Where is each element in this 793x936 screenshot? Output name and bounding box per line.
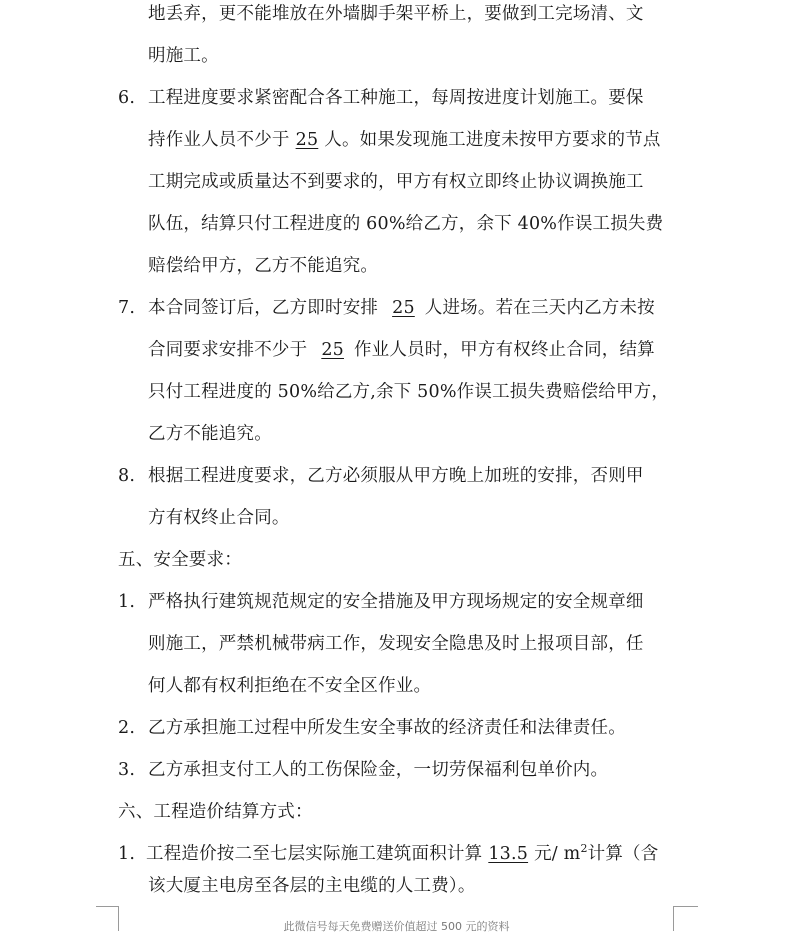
list-number: 3. — [118, 760, 136, 780]
text-segment: 持作业人员不少于 — [148, 130, 290, 150]
text-segment: 工程造价按二至七层实际施工建筑面积计算 — [146, 844, 483, 864]
list-item-text: 只付工程进度的 50%给乙方,余下 50%作误工损失费赔偿给甲方， — [148, 382, 670, 402]
text-segment: 合同要求安排不少于 — [148, 340, 308, 360]
list-number: 2. — [118, 718, 136, 738]
list-item-text: 则施工，严禁机械带病工作，发现安全隐患及时上报项目部，任 — [148, 634, 644, 654]
list-number: 7. — [118, 298, 136, 318]
list-item-text: 乙方不能追究。 — [148, 424, 272, 444]
text-segment: 作业人员时，甲方有权终止合同，结算 — [353, 340, 655, 360]
underlined-value: 25 — [321, 340, 344, 360]
list-number: 1. — [118, 844, 136, 864]
list-item-text: 工程进度要求紧密配合各工种施工，每周按进度计划施工。要保 — [148, 88, 644, 108]
list-item-text: 根据工程进度要求，乙方必须服从甲方晚上加班的安排，否则甲 — [148, 466, 644, 486]
list-item-text: 何人都有权利拒绝在不安全区作业。 — [148, 676, 432, 696]
list-item-text: 队伍，结算只付工程进度的 60%给乙方，余下 40%作误工损失费 — [148, 214, 664, 234]
list-item-text: 方有权终止合同。 — [148, 508, 290, 528]
section-heading: 五、安全要求： — [118, 550, 242, 570]
text-segment: 本合同签订后，乙方即时安排 — [148, 298, 379, 318]
list-item-text — [146, 842, 658, 866]
list-item-text — [148, 128, 661, 152]
list-item-text: 该大厦主电房至各层的主电缆的人工费）。 — [148, 876, 476, 896]
text-segment: 元/ m — [534, 844, 581, 864]
list-item-text — [148, 338, 655, 362]
paragraph-line: 明施工。 — [148, 46, 219, 66]
underlined-value: 25 — [392, 298, 415, 318]
list-item-text: 赔偿给甲方，乙方不能追究。 — [148, 256, 379, 276]
list-item-text: 乙方承担支付工人的工伤保险金，一切劳保福利包单价内。 — [148, 760, 609, 780]
superscript: 2 — [580, 842, 588, 856]
section-heading: 六、工程造价结算方式： — [118, 802, 313, 822]
list-number: 6. — [118, 88, 136, 108]
list-number: 8. — [118, 466, 136, 486]
list-item-text — [148, 296, 655, 320]
list-item-text: 工期完成或质量达不到要求的，甲方有权立即终止协议调换施工 — [148, 172, 644, 192]
underlined-value: 25 — [295, 130, 319, 150]
list-item-text: 严格执行建筑规范规定的安全措施及甲方现场规定的安全规章细 — [148, 592, 644, 612]
page-footer: 此微信号每天免费赠送价值超过 500 元的资料 — [283, 920, 510, 933]
text-segment: 人进场。若在三天内乙方未按 — [424, 298, 655, 318]
text-segment: 计算（含 — [587, 844, 659, 864]
list-number: 1. — [118, 592, 136, 612]
list-item-text: 乙方承担施工过程中所发生安全事故的经济责任和法律责任。 — [148, 718, 626, 738]
paragraph-line: 地丢弃，更不能堆放在外墙脚手架平桥上，要做到工完场清、文 — [148, 4, 644, 24]
text-segment: 人。如果发现施工进度未按甲方要求的节点 — [324, 130, 661, 150]
underlined-value: 13.5 — [488, 844, 529, 864]
